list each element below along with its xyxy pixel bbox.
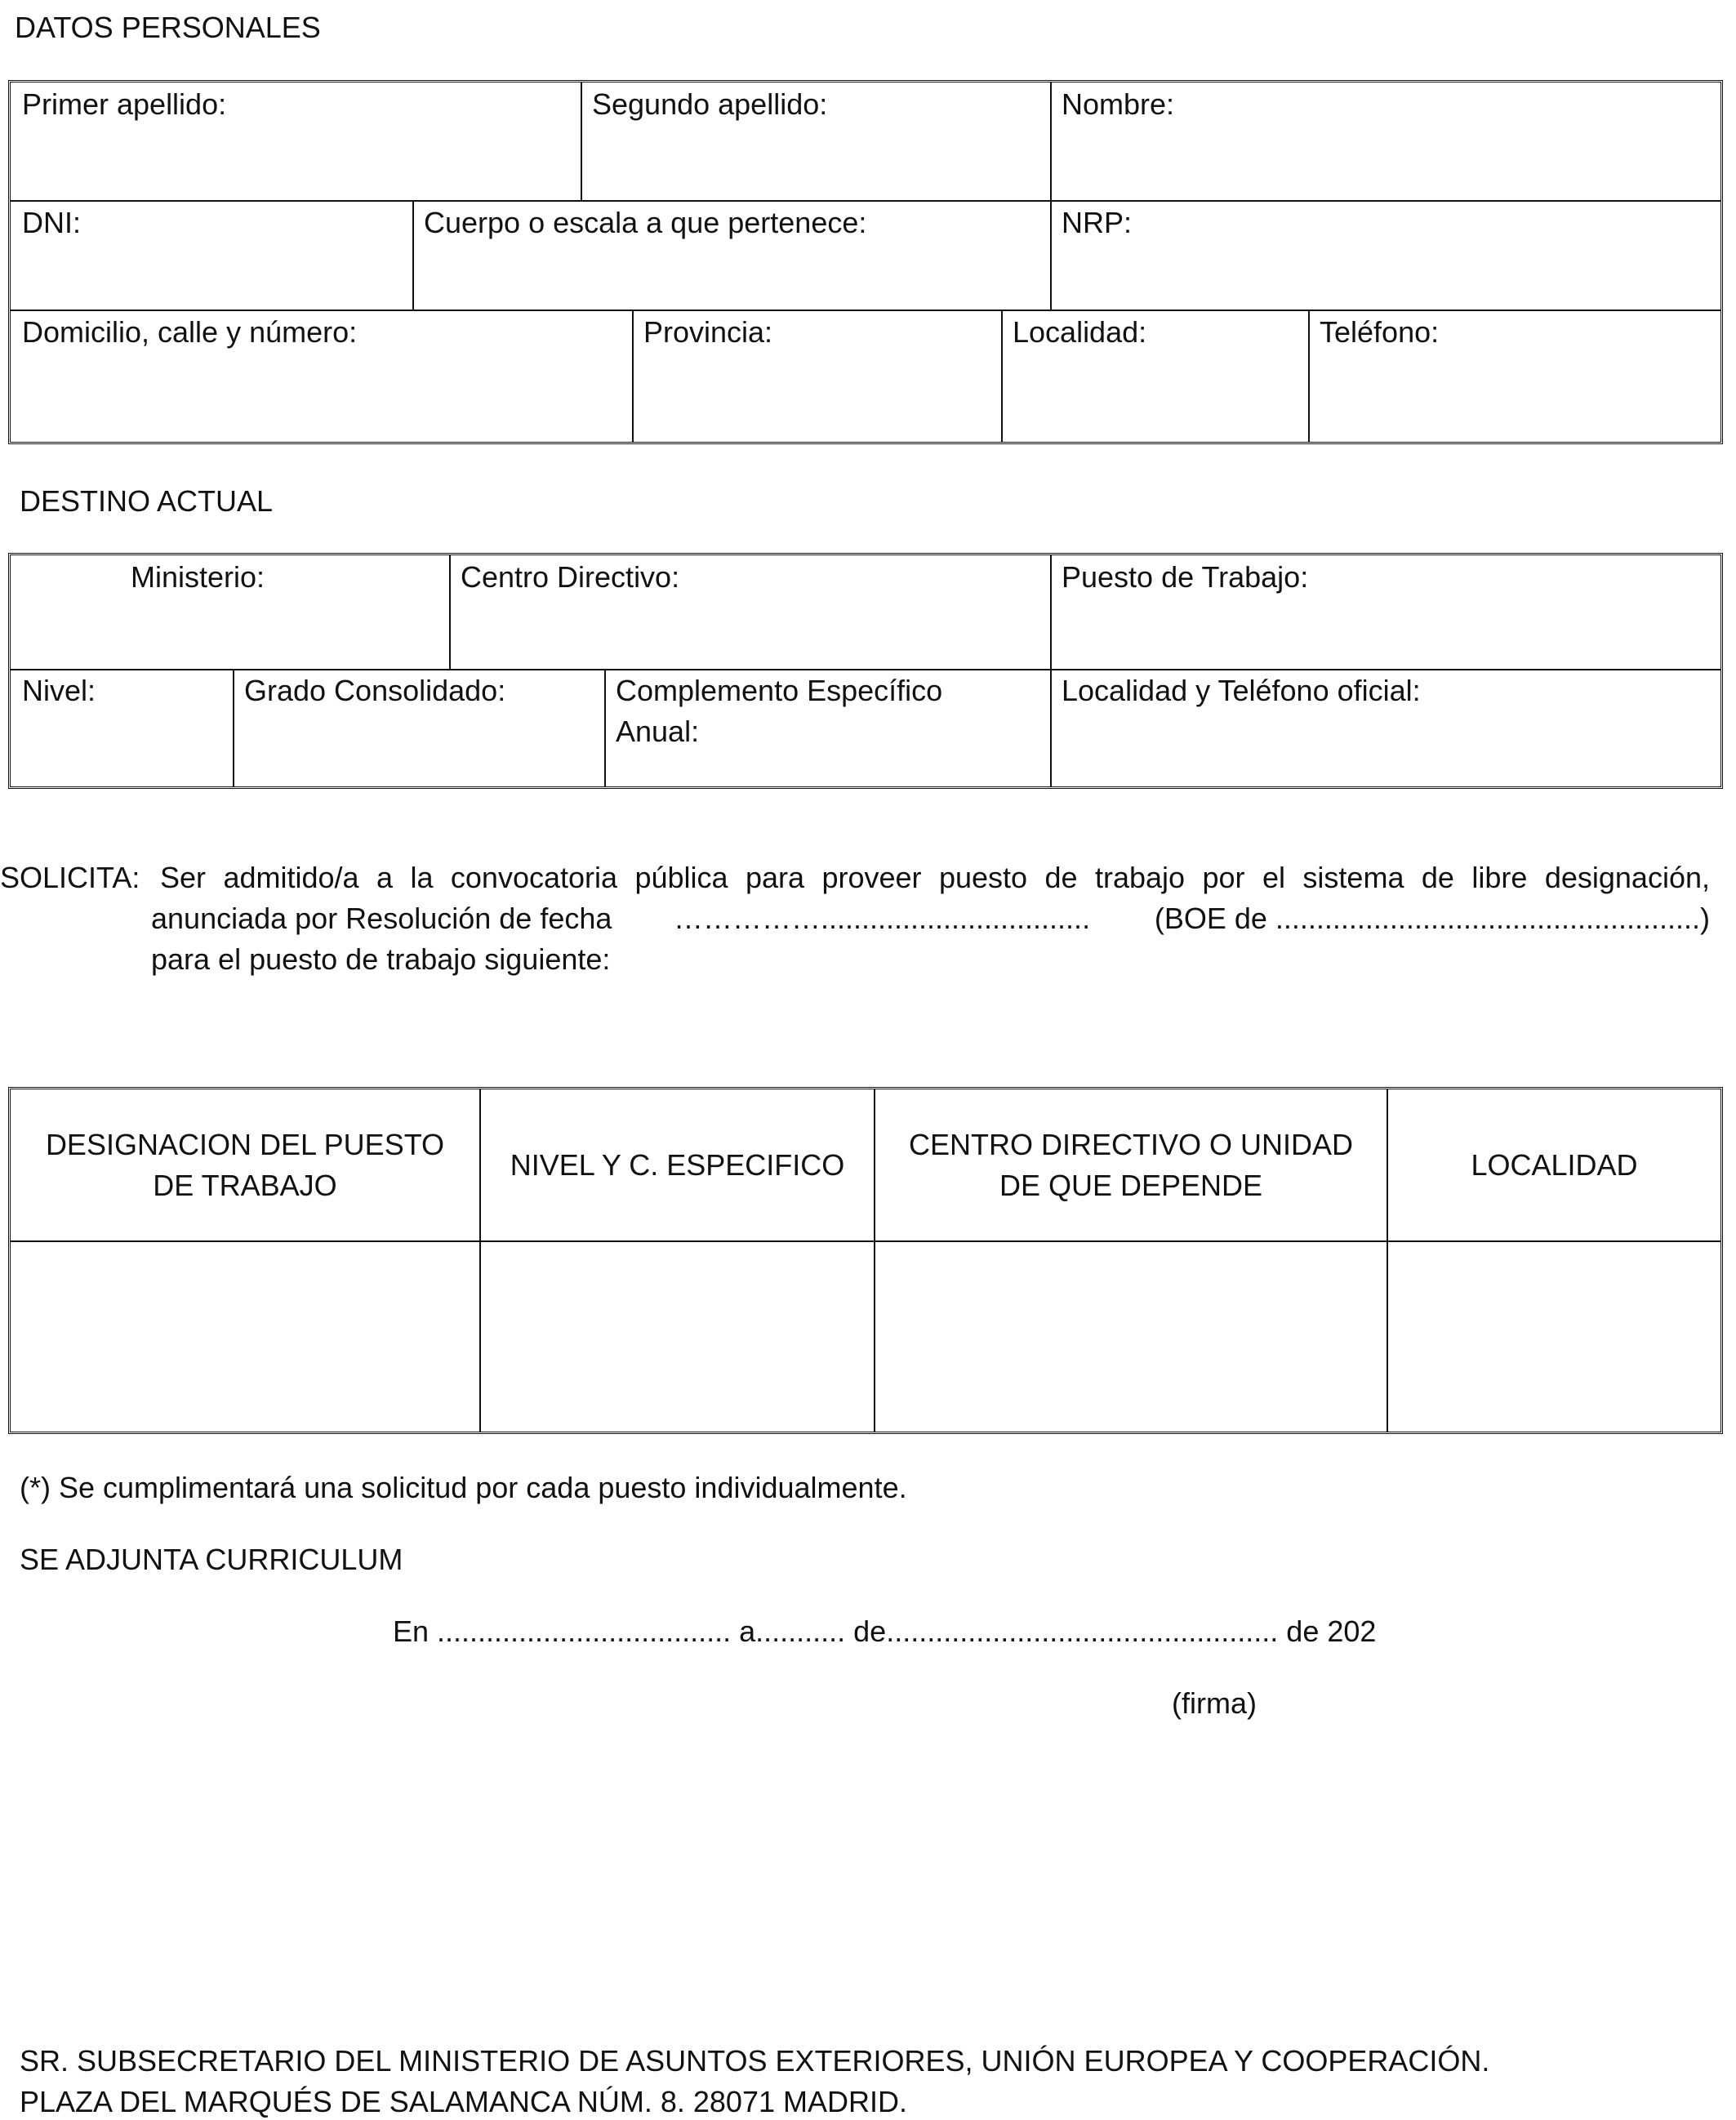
datos-personales-table (8, 80, 1723, 444)
nota-solicitud: (*) Se cumplimentará una solicitud por cada puesto individualmente. (20, 1471, 907, 1504)
field-domicilio[interactable]: Domicilio, calle y número: (22, 315, 358, 349)
column-header-designacion (11, 1089, 479, 1240)
column-header-centro-line2: DE QUE DEPENDE (999, 1168, 1263, 1202)
field-nombre[interactable]: Nombre: (1062, 87, 1175, 121)
column-header-centro-directivo (875, 1089, 1387, 1240)
column-header-localidad (1388, 1089, 1720, 1240)
field-cuerpo-escala[interactable]: Cuerpo o escala a que pertenece: (424, 206, 867, 239)
destinatario-line2: PLAZA DEL MARQUÉS DE SALAMANCA NÚM. 8. 28071 MADRID. (20, 2085, 907, 2118)
column-header-designacion-line2: DE TRABAJO (153, 1168, 337, 1202)
se-adjunta-curriculum: SE ADJUNTA CURRICULUM (20, 1543, 403, 1576)
field-telefono[interactable]: Teléfono: (1320, 315, 1440, 349)
field-dni[interactable]: DNI: (22, 206, 81, 239)
cell-localidad-input[interactable] (1388, 1242, 1720, 1432)
field-complemento-especifico-anual: Anual: (616, 715, 700, 748)
column-header-centro-line1: CENTRO DIRECTIVO O UNIDAD (908, 1127, 1354, 1161)
solicita-line3: para el puesto de trabajo siguiente: (151, 942, 611, 976)
firma-label: (firma) (1172, 1686, 1257, 1720)
column-header-designacion-line1: DESIGNACION DEL PUESTO (45, 1127, 445, 1161)
field-grado-consolidado[interactable]: Grado Consolidado: (244, 674, 506, 707)
field-centro-directivo[interactable]: Centro Directivo: (461, 560, 680, 594)
section-title-datos-personales: DATOS PERSONALES (15, 11, 321, 44)
cell-nivel-input[interactable] (481, 1242, 874, 1432)
field-ministerio[interactable]: Ministerio: (131, 560, 265, 594)
field-nrp[interactable]: NRP: (1062, 206, 1133, 239)
field-provincia[interactable]: Provincia: (643, 315, 773, 349)
solicita-boe[interactable]: (BOE de ....................................................) (1154, 902, 1710, 935)
section-title-destino-actual: DESTINO ACTUAL (20, 484, 274, 518)
field-puesto-trabajo[interactable]: Puesto de Trabajo: (1062, 560, 1309, 594)
solicita-fecha-dots[interactable]: ……………................................. (674, 902, 1091, 935)
fecha-lugar-line[interactable]: En .................................... a........... de................................................ de 202 (393, 1614, 1377, 1648)
field-primer-apellido[interactable]: Primer apellido: (22, 87, 227, 121)
cell-centro-directivo-input[interactable] (875, 1242, 1387, 1432)
solicita-label: SOLICITA: (0, 861, 140, 894)
field-complemento-especifico[interactable]: Complemento Específico (616, 674, 943, 707)
field-localidad[interactable]: Localidad: (1013, 315, 1147, 349)
column-header-localidad-text: LOCALIDAD (1471, 1147, 1638, 1182)
column-header-nivel-text: NIVEL Y C. ESPECIFICO (510, 1147, 845, 1182)
column-header-nivel (481, 1089, 874, 1240)
solicita-line1: Ser admitido/a a la convocatoria pública para proveer puesto de trabajo por el sistema de libre designación, (160, 861, 1710, 894)
field-nivel[interactable]: Nivel: (22, 674, 96, 707)
destinatario-line1: SR. SUBSECRETARIO DEL MINISTERIO DE ASUNTOS EXTERIORES, UNIÓN EUROPEA Y COOPERACIÓN. (20, 2044, 1490, 2078)
solicita-line2-resolucion: anunciada por Resolución de fecha (151, 902, 612, 935)
field-localidad-telefono-oficial[interactable]: Localidad y Teléfono oficial: (1062, 674, 1421, 707)
cell-designacion-input[interactable] (11, 1242, 479, 1432)
field-segundo-apellido[interactable]: Segundo apellido: (592, 87, 828, 121)
